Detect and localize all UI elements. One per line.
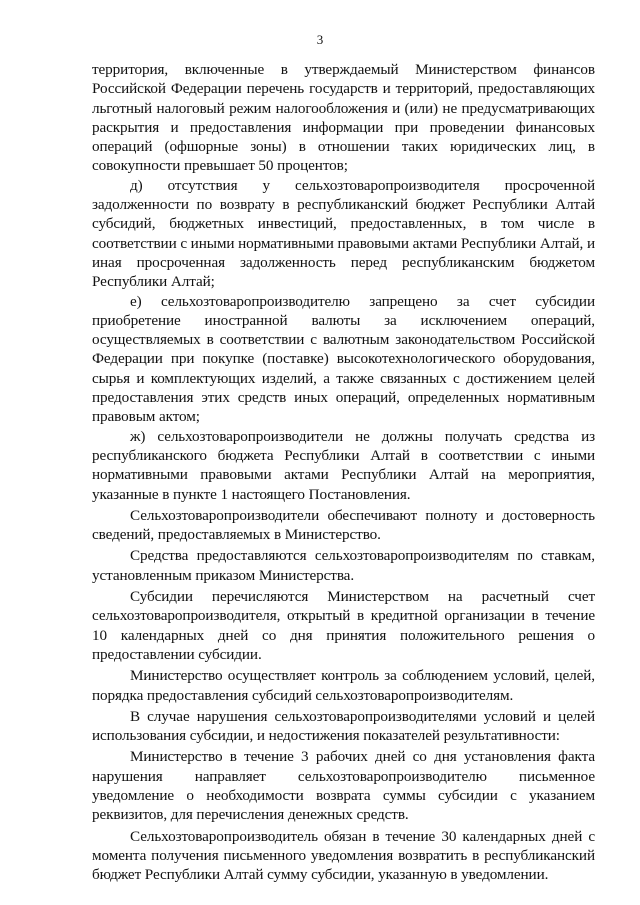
paragraph-control: Министерство осуществляет контроль за соблюдением условий, целей, порядка предоставления субсидий сельхозтоваропроизводителям. [92, 667, 595, 704]
paragraph-rates: Средства предоставляются сельхозтоваропроизводителям по ставкам, установленным приказом Министерства. [92, 547, 595, 584]
paragraph-transfer: Субсидии перечисляются Министерством на расчетный счет сельхозтоваропроизводителя, открытый в кредитной организации в течение 10 календарных дней со дня принятия положительного решения о предоставлении субсидии. [92, 588, 595, 663]
paragraph-notification: Министерство в течение 3 рабочих дней со дня установления факта нарушения направляет сельхозтоваропроизводителю письменное уведомление о необходимости возврата суммы субсидии с указанием реквизитов, для перечисления денежных средств. [92, 748, 595, 824]
paragraph-item-d: д) отсутствия у сельхозтоваропроизводителя просроченной задолженности по возврату в республиканский бюджет Республики Алтай субсидий, бюджетных инвестиций, предоставленных, в том числе в соответствии с иными нормативными правовыми актами Республики Алтай, и иная просроченная задолженность перед республиканским бюджетом Республики Алтай; [92, 176, 595, 291]
paragraph-item-e: е) сельхозтоваропроизводителю запрещено за счет субсидии приобретение иностранной валюты за исключением операций, осуществляемых в соответствии с валютным законодательством Российской Федерации при покупке (поставке) высокотехнологического оборудования, сырья и комплектующих изделий, а также связанных с достижением целей предоставления этих средств иных операций, определенных нормативным правовым актом; [92, 292, 595, 426]
paragraph-violation: В случае нарушения сельхозтоваропроизводителями условий и целей использования субсидии, и недостижения показателей результативности: [92, 707, 595, 745]
paragraph-completeness: Сельхозтоваропроизводители обеспечивают полноту и достоверность сведений, предоставляемых в Министерство. [92, 506, 595, 544]
paragraph-item-zh: ж) сельхозтоваропроизводители не должны получать средства из республиканского бюджета Республики Алтай в соответствии с иными нормативными правовыми актами Республики Алтай на мероприятия, указанные в пункте 1 настоящего Постановления. [92, 427, 595, 503]
document-body [92, 60, 595, 884]
paragraph-continuation: территория, включенные в утверждаемый Министерством финансов Российской Федерации перечень государств и территорий, предоставляющих льготный налоговый режим налогообложения и (или) не предусматривающих раскрытия и предоставления информации при проведении финансовых операций (офшорные зоны) в отношении таких юридических лиц, в совокупности превышает 50 процентов; [92, 61, 595, 175]
page-number: 3 [316, 32, 324, 47]
paragraph-refund: Сельхозтоваропроизводитель обязан в течение 30 календарных дней с момента получения письменного уведомления возвратить в республиканский бюджет Республики Алтай сумму субсидии, указанную в уведомлении. [92, 827, 595, 884]
